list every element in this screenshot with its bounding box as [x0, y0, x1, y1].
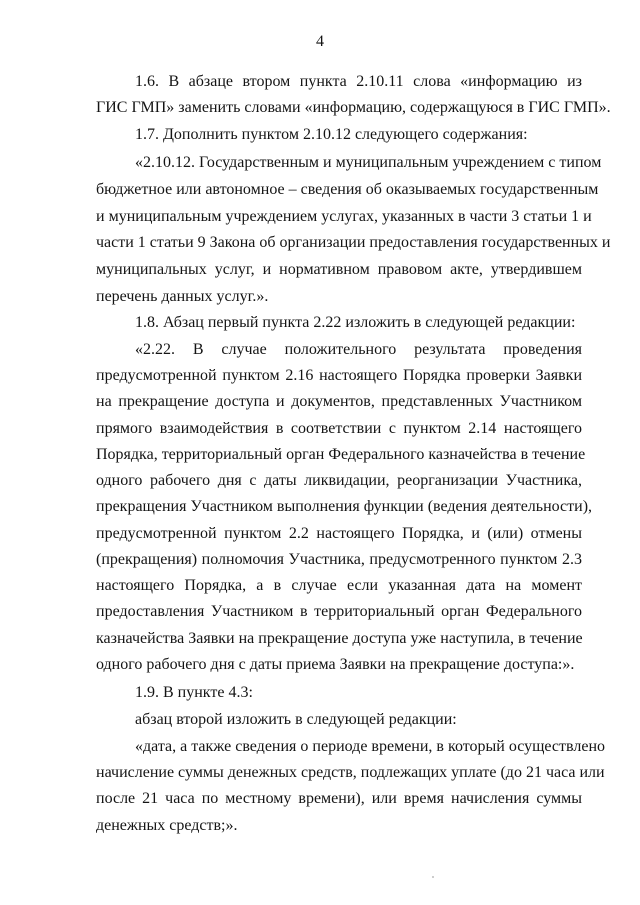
paragraph-line: ГИС ГМП» заменить словами «информацию, содержащуюся в ГИС ГМП». — [96, 99, 611, 116]
paragraph-line: прекращения Участником выполнения функции (ведения деятельности), — [96, 498, 593, 515]
paragraph-line: предусмотренной пунктом 2.2 настоящего Порядка, и (или) отмены — [96, 525, 582, 542]
paragraph-line: «дата, а также сведения о периоде времени, в который осуществлено — [135, 738, 606, 755]
paragraph-line: прямого взаимодействия в соответствии с пунктом 2.14 настоящего — [96, 420, 582, 437]
paragraph-line: 1.6. В абзаце втором пункта 2.10.11 слова «информацию из — [135, 73, 582, 90]
paragraph-line: 1.8. Абзац первый пункта 2.22 изложить в следующей редакции: — [135, 314, 576, 331]
paragraph-line: муниципальных услуг, и нормативном правовом акте, утвердившем — [96, 261, 582, 278]
paragraph-line: денежных средств;». — [96, 817, 238, 834]
paragraph-line: «2.22. В случае положительного результата проведения — [135, 341, 582, 358]
paragraph-line: одного рабочего дня с даты ликвидации, реорганизации Участника, — [96, 472, 582, 489]
paragraph-line: 1.9. В пункте 4.3: — [135, 684, 253, 701]
paragraph-line: абзац второй изложить в следующей редакции: — [135, 711, 457, 728]
paragraph-line: и муниципальным учреждением услугах, указанных в части 3 статьи 1 и — [96, 208, 592, 225]
paragraph-line: 1.7. Дополнить пунктом 2.10.12 следующего содержания: — [135, 126, 528, 143]
paragraph-line: (прекращения) полномочия Участника, предусмотренного пунктом 2.3 — [96, 551, 582, 568]
paragraph-line: казначейства Заявки на прекращение доступа уже наступила, в течение — [96, 630, 583, 647]
paragraph-line: бюджетное или автономное – сведения об оказываемых государственным — [96, 181, 599, 198]
paragraph-line: настоящего Порядка, а в случае если указанная дата на момент — [96, 577, 582, 594]
paragraph-line: перечень данных услуг.». — [96, 288, 269, 305]
paragraph-line: Порядка, территориальный орган Федерального казначейства в течение — [96, 446, 586, 463]
paragraph-line: после 21 часа по местному времени), или время начисления суммы — [96, 790, 582, 807]
paragraph-line: части 1 статьи 9 Закона об организации предоставления государственных и — [96, 234, 611, 251]
paragraph-line: начисление суммы денежных средств, подлежащих уплате (до 21 часа или — [96, 764, 605, 781]
paragraph-line: «2.10.12. Государственным и муниципальным учреждением с типом — [135, 154, 602, 171]
scan-speck — [432, 876, 434, 878]
paragraph-line: на прекращение доступа и документов, представленных Участником — [96, 393, 582, 410]
paragraph-line: предоставления Участником в территориальный орган Федерального — [96, 603, 582, 620]
paragraph-line: одного рабочего дня с даты приема Заявки на прекращение доступа:». — [96, 656, 575, 673]
paragraph-line: предусмотренной пунктом 2.16 настоящего Порядка проверки Заявки — [96, 367, 582, 384]
page-number: 4 — [316, 33, 324, 50]
